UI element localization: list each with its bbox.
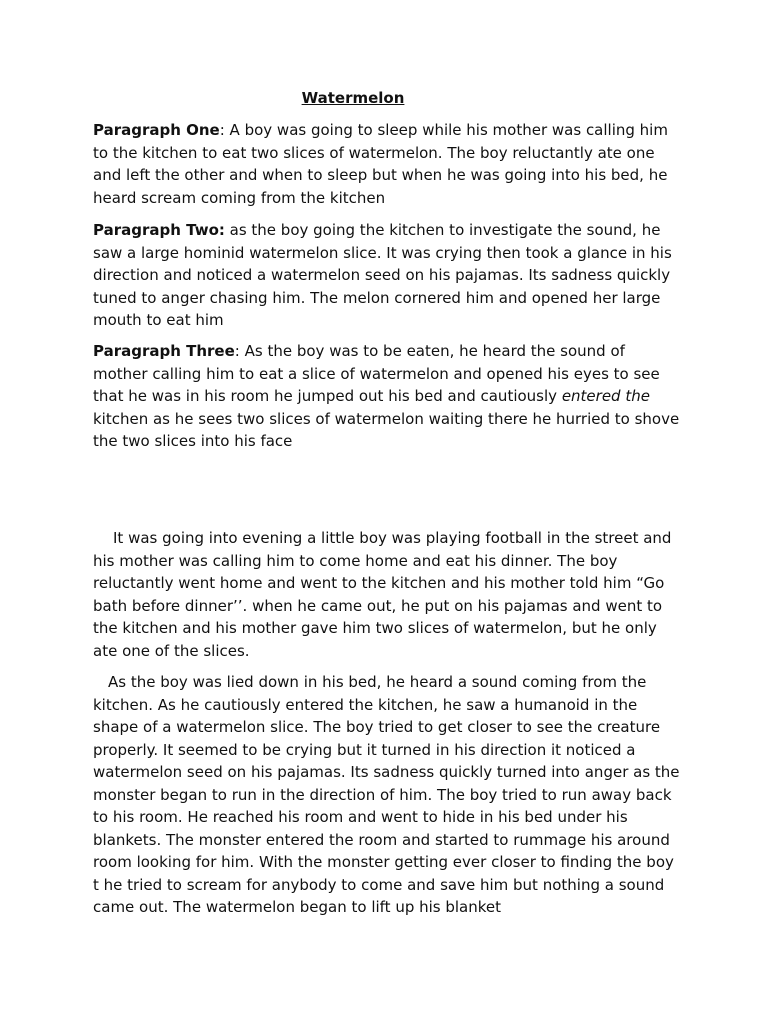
story-paragraph-two: As the boy was lied down in his bed, he heard a sound coming from the kitchen. As he cautiously entered the kitchen, he saw a humanoid in the shape of a watermelon slice. The boy tried to get closer to see the creature properly. It seemed to be crying but it turned in his direction it noticed a watermelon seed on his pajamas. Its sadness quickly turned into anger as the monster began to run in the direction of him. The boy tried to run away back to his room. He reached his room and went to hide in his bed under his blankets. The monster entered the room and started to rummage his around room looking for him. With the monster getting ever closer to finding the boy t he tried to scream for anybody to come and save him but nothing a sound came out. The watermelon began to lift up his blanket: [93, 673, 680, 916]
paragraph-three-text-after: kitchen as he sees two slices of watermelon waiting there he hurried to shove the two slices into his face: [93, 409, 680, 450]
paragraph-three-text-italic: entered the: [561, 387, 650, 405]
paragraph-one-label: Paragraph One: [93, 121, 220, 139]
story-paragraph-one: It was going into evening a little boy was playing football in the street and his mother was calling him to come home and eat his dinner. The boy reluctantly went home and went to the kitchen and his mother told him “Go bath before dinner’’. when he came out, he put on his pajamas and went to the kitchen and his mother gave him two slices of watermelon, but he only ate one of the slices.: [93, 529, 672, 660]
paragraph-three-label: Paragraph Three: [93, 342, 235, 360]
paragraph-three-text-before: : As the boy was to be eaten, he heard the sound of mother calling him to eat a slice of watermelon and opened his eyes to see that he was in his room he jumped out his bed and cautiously: [93, 342, 660, 405]
paragraph-two-label: Paragraph Two:: [93, 221, 225, 239]
outline-paragraph-three: [93, 340, 683, 453]
document-title: Watermelon: [301, 89, 405, 107]
paragraph-one-text: : A boy was going to sleep while his mother was calling him to the kitchen to eat two slices of watermelon. The boy reluctantly ate one and left the other and when to sleep but when he was going into his bed, he heard scream coming from the kitchen: [93, 121, 668, 207]
outline-paragraph-one: [93, 119, 683, 209]
outline-paragraph-two: [93, 219, 683, 332]
paragraph-two-text: as the boy going the kitchen to investigate the sound, he saw a large hominid watermelon slice. It was crying then took a glance in his direction and noticed a watermelon seed on his pajamas. Its sadness quickly tuned to anger chasing him. The melon cornered him and opened her large mouth to eat him: [93, 221, 672, 329]
